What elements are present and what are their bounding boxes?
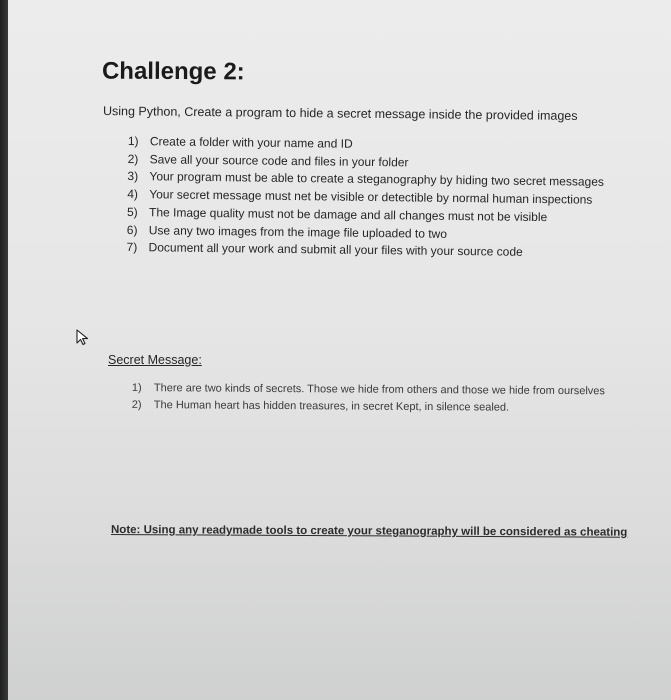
list-item-text: Create a folder with your name and ID: [149, 134, 353, 151]
list-item-number: 7): [126, 240, 138, 255]
intro-text: Using Python, Create a program to hide a secret message inside the provided images: [102, 104, 578, 123]
list-item-number: 6): [126, 222, 138, 237]
list-item-text: The Image quality must not be damage and all changes must not be visible: [148, 205, 548, 224]
cheating-note: Note: Using any readymade tools to create your steganography will be considered as cheating: [110, 524, 628, 539]
list-item-number: 5): [126, 204, 138, 219]
list-item-number: 3): [127, 169, 139, 184]
list-item-text: There are two kinds of secrets. Those we hide from others and those we hide from ourselves: [153, 382, 606, 398]
list-item-number: 2): [127, 151, 139, 166]
list-item-number: 1): [131, 381, 142, 395]
list-item-text: Your program must be able to create a steganography by hiding two secret messages: [149, 169, 605, 190]
page-title: Challenge 2:: [101, 57, 245, 86]
list-item-text: Save all your source code and files in your folder: [149, 151, 409, 170]
secret-message-heading: Secret Message:: [108, 353, 202, 367]
mouse-pointer-icon: [74, 328, 92, 346]
document-page: [8, 0, 671, 700]
page-edge-shadow: [0, 0, 8, 700]
list-item-text: The Human heart has hidden treasures, in secret Kept, in silence sealed.: [153, 399, 510, 414]
list-item-number: 4): [127, 187, 139, 202]
list-item-text: Your secret message must net be visible or detectible by normal human inspections: [149, 187, 593, 207]
list-item-text: Use any two images from the image file uploaded to two: [148, 222, 448, 241]
list-item-number: 2): [131, 398, 142, 412]
secret-messages-list: [132, 380, 662, 418]
list-item-text: Document all your work and submit all your files with your source code: [148, 240, 523, 260]
requirements-list: [126, 133, 637, 263]
list-item-number: 1): [127, 133, 139, 149]
